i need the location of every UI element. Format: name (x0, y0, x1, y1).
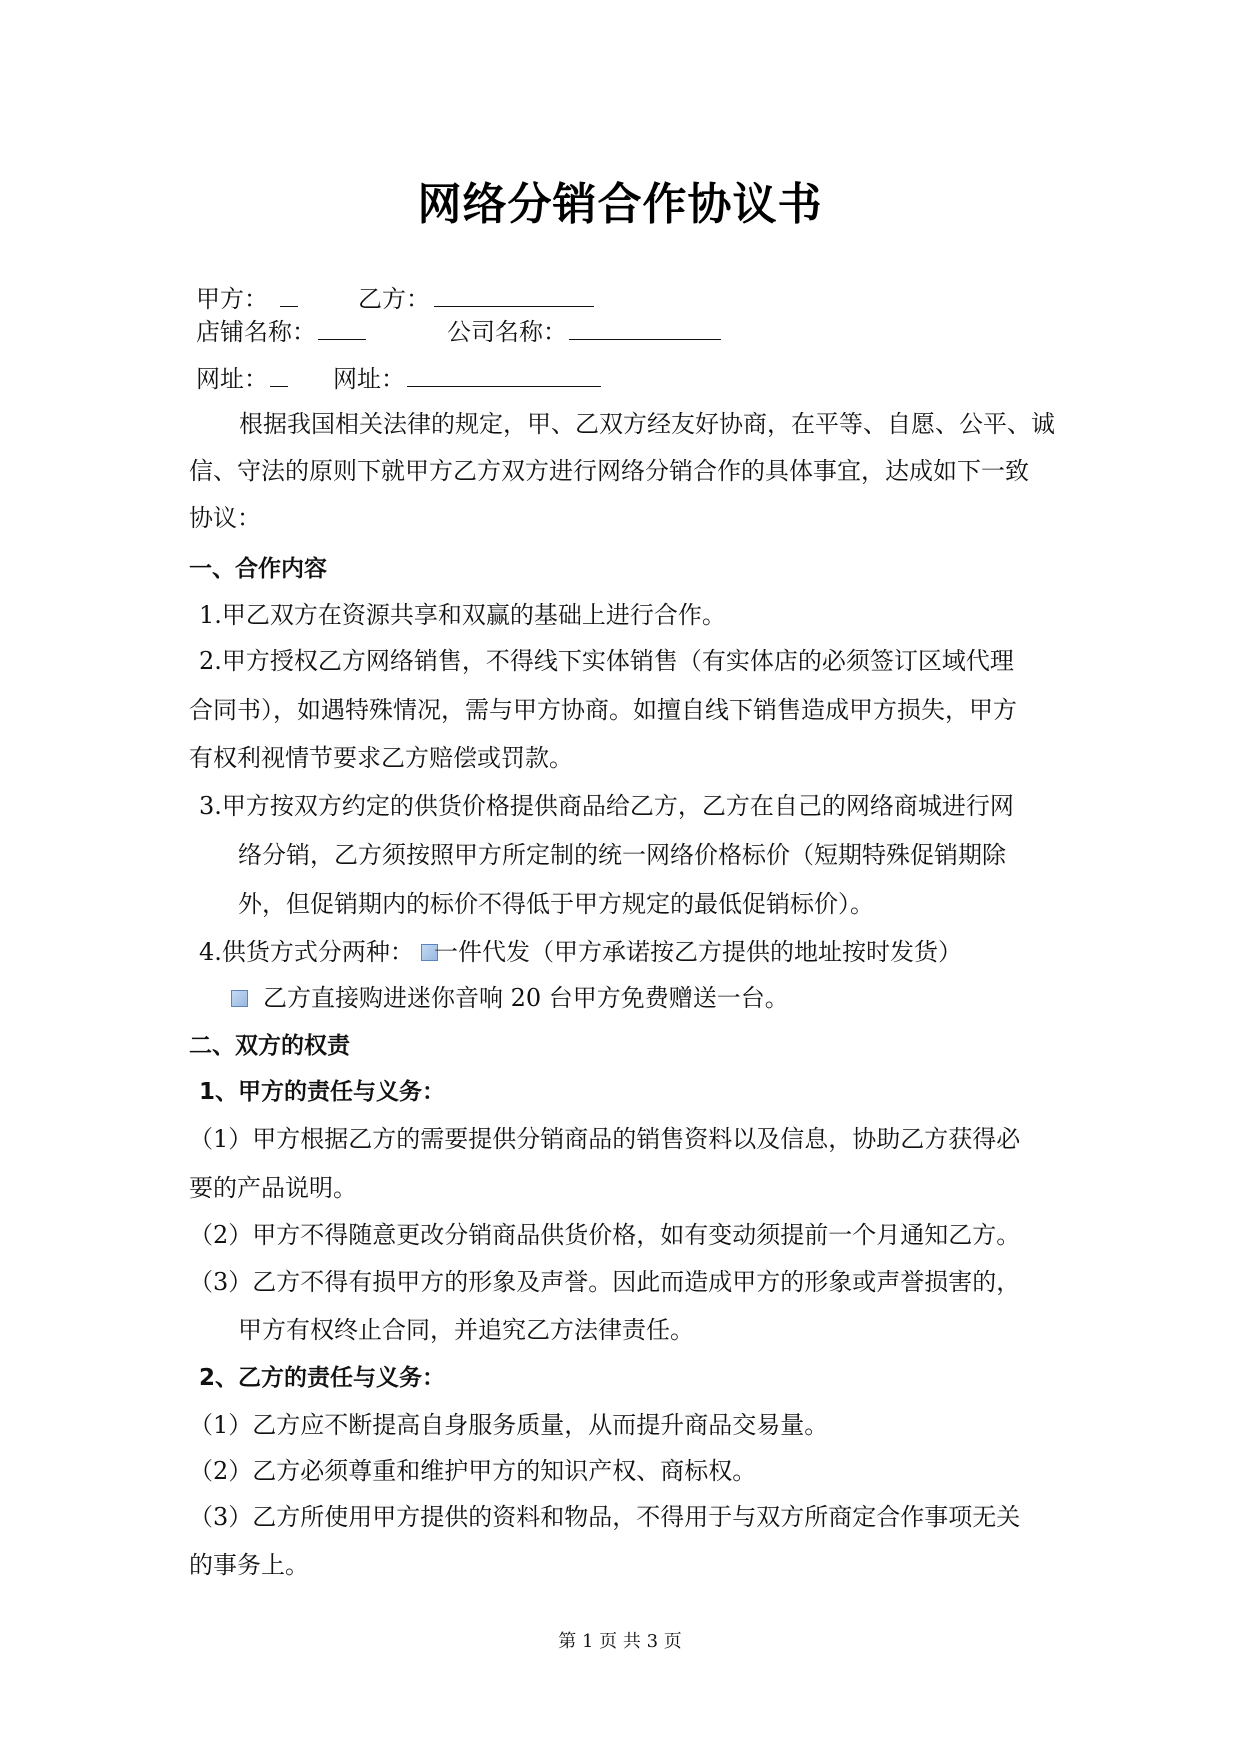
url-a-blank[interactable] (270, 364, 288, 387)
supply-option-bulk-checkbox[interactable] (231, 990, 248, 1007)
subheading-party-a-duties: 1、甲方的责任与义务： (199, 1079, 446, 1105)
party-a-duty-line: （1）甲方根据乙方的需要提供分销商品的销售资料以及信息，协助乙方获得必 (189, 1125, 1021, 1153)
url-a-label: 网址： (196, 365, 268, 393)
url-b-field (333, 364, 601, 394)
party-a-field (196, 284, 298, 314)
company-name-label: 公司名称： (447, 318, 567, 346)
shop-name-label: 店铺名称： (196, 318, 316, 346)
section-heading-rights: 二、双方的权责 (189, 1033, 350, 1059)
url-b-blank[interactable] (407, 364, 601, 387)
party-a-duty-line: （3）乙方不得有损甲方的形象及声誉。因此而造成甲方的形象或声誉损害的， (189, 1268, 1021, 1296)
shop-name-field (196, 317, 366, 347)
party-a-duty-line: 要的产品说明。 (189, 1174, 357, 1202)
clause-3-line: 3.甲方按双方约定的供货价格提供商品给乙方，乙方在自己的网络商城进行网 (199, 792, 1014, 820)
preamble-line: 信、守法的原则下就甲方乙方双方进行网络分销合作的具体事宜，达成如下一致 (189, 457, 1029, 485)
party-b-duty-line: （3）乙方所使用甲方提供的资料和物品，不得用于与双方所商定合作事项无关 (189, 1503, 1021, 1531)
party-a-blank[interactable] (280, 284, 298, 307)
party-b-field (358, 284, 594, 314)
preamble-line: 协议： (189, 504, 261, 532)
clause-4-prefix: 4.供货方式分两种： (199, 938, 414, 966)
party-a-duty-line: （2）甲方不得随意更改分销商品供货价格，如有变动须提前一个月通知乙方。 (189, 1221, 1021, 1249)
subheading-party-b-duties: 2、乙方的责任与义务： (199, 1365, 446, 1391)
preamble-line: 根据我国相关法律的规定，甲、乙双方经友好协商，在平等、自愿、公平、诚 (239, 410, 1055, 438)
clause-3-line: 络分销，乙方须按照甲方所定制的统一网络价格标价（短期特殊促销期除 (238, 841, 1006, 869)
clause-2-line: 2.甲方授权乙方网络销售，不得线下实体销售（有实体店的必须签订区域代理 (199, 647, 1014, 675)
url-a-field (196, 364, 288, 394)
party-b-duty-line: （1）乙方应不断提高自身服务质量，从而提升商品交易量。 (189, 1411, 829, 1439)
clause-1: 1.甲乙双方在资源共享和双赢的基础上进行合作。 (199, 601, 726, 629)
party-a-duty-line: 甲方有权终止合同，并追究乙方法律责任。 (238, 1316, 694, 1344)
document-title: 网络分销合作协议书 (417, 179, 823, 230)
supply-option-dropship-label: 一件代发（甲方承诺按乙方提供的地址按时发货） (434, 938, 962, 966)
shop-name-blank[interactable] (318, 317, 366, 340)
clause-2-line: 合同书），如遇特殊情况，需与甲方协商。如擅自线下销售造成甲方损失，甲方 (189, 696, 1017, 724)
company-name-field (447, 317, 721, 347)
party-b-duty-line: 的事务上。 (189, 1551, 309, 1579)
supply-option-bulk-label: 乙方直接购进迷你音响 20 台甲方免费赠送一台。 (263, 984, 789, 1012)
section-heading-cooperation: 一、合作内容 (189, 556, 327, 582)
page-number-footer: 第 1 页 共 3 页 (558, 1631, 682, 1652)
company-name-blank[interactable] (569, 317, 721, 340)
party-b-blank[interactable] (434, 284, 594, 307)
party-a-label: 甲方： (196, 285, 268, 313)
clause-2-line: 有权利视情节要求乙方赔偿或罚款。 (189, 744, 573, 772)
clause-3-line: 外，但促销期内的标价不得低于甲方规定的最低促销标价）。 (238, 890, 874, 918)
party-b-label: 乙方： (358, 285, 430, 313)
party-b-duty-line: （2）乙方必须尊重和维护甲方的知识产权、商标权。 (189, 1457, 757, 1485)
url-b-label: 网址： (333, 365, 405, 393)
